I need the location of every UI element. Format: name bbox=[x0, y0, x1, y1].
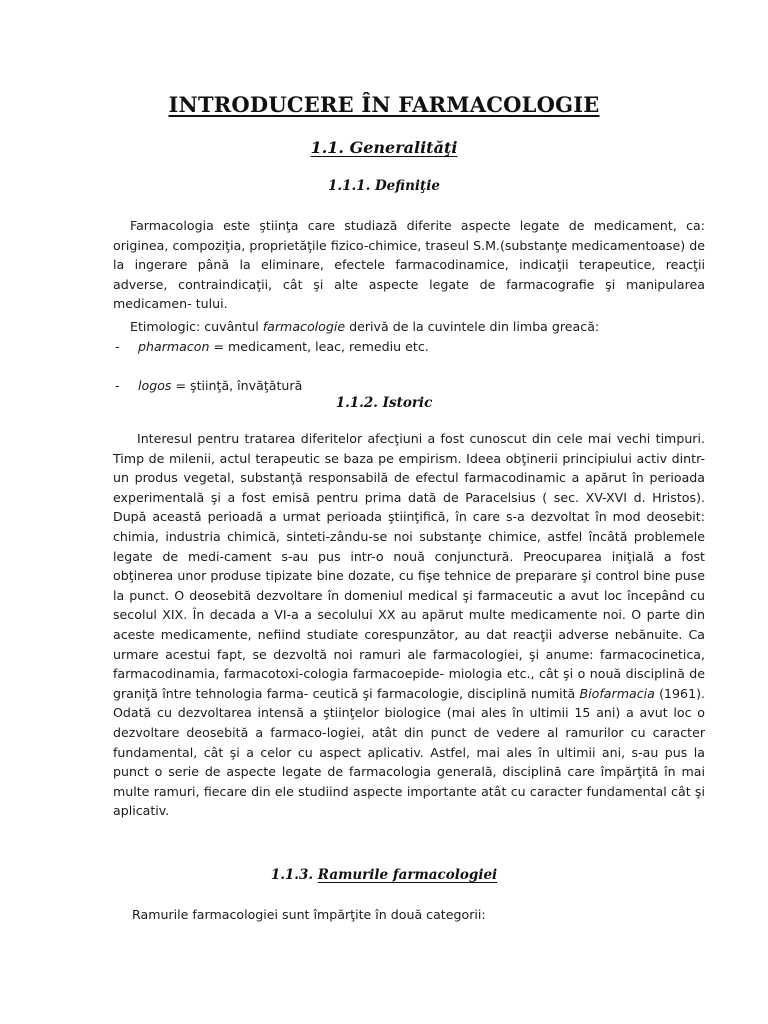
bullet-text: = ştiinţă, învăţătură bbox=[171, 377, 303, 393]
etymology-after: derivă de la cuvintele din limba greacă: bbox=[345, 319, 600, 334]
ramuri-text: Ramurile farmacologiei sunt împărţite în două categorii: bbox=[132, 907, 486, 922]
subsection-number: 1.1.3. bbox=[270, 867, 318, 883]
etymology-line bbox=[113, 317, 705, 337]
subsection-heading-definitie: 1.1.1. Definiţie bbox=[328, 178, 440, 194]
ramuri-paragraph bbox=[113, 905, 705, 925]
etymology-term: farmacologie bbox=[262, 319, 346, 334]
bullet-dash: - bbox=[115, 377, 120, 393]
subsection-label: Ramurile farmacologiei bbox=[317, 867, 498, 883]
section-heading-generalitati: 1.1. Generalităţi bbox=[310, 138, 458, 157]
bullet-item bbox=[113, 376, 730, 396]
istoric-term: Biofarmacia bbox=[579, 685, 655, 701]
subsection-heading-ramurile bbox=[0, 867, 768, 883]
page-title: INTRODUCERE ÎN FARMACOLOGIE bbox=[168, 92, 600, 117]
definition-paragraph bbox=[113, 216, 705, 314]
istoric-text-part1: Interesul pentru tratarea diferitelor afecţiuni a fost cunoscut din cele mai vechi timpuri. Timp de milenii, actul terapeutic se baza pe empirism. Ideea obţinerii principiului activ dintr-un produs vegetal, substanţă responsabilă de efectul farmacodinamic a apărut în perioada experimentală şi a fost emisă pentru prima dată de Paracelsius ( sec. XV-XVI d. Hristos). După această perioadă a urmat perioada ştiinţifică, în care s-a dezvoltat în mod deosebit: chimia, industria chimică, sinteti-zându-se noi substanţe chimice, astfel încâtă problemele legate de medi-cament s-au pus intr-o nouă conjunctură. Preocuparea iniţială a fost obţinerea unor produse tipizate bine dozate, cu fişe tehnice de preparare şi control bine puse la punct. O deosebită dezvoltare în domeniul medical şi farmaceutic a avut loc începând cu secolul XIX. În decada a VI-a a secolului XX au apărut multe medicamente noi. O parte din aceste medicamente, nefiind studiate corespunzător, au dat reacţii adverse nebănuite. Ca urmare acestui fapt, se dezvoltă noi ramuri ale farmacologiei, şi anume: farmacocinetica, farmacodinamia, farmacotoxi-cologia farmacoepide- miologia etc., cât şi o nouă disciplină de graniţă între tehnologia farma- ceutică şi farmacologie, disciplină numită bbox=[113, 431, 705, 701]
subsection-heading-istoric: 1.1.2. Istoric bbox=[335, 395, 433, 411]
definition-text: Farmacologia este ştiinţa care studiază diferite aspecte legate de medicament, ca: originea, compoziţia, proprietăţile fizico-chimice, traseul S.M.(substanţe medicamentoase) de la ingerare până la eliminare, efectele farmacodinamice, indicaţii terapeutice, reacţii adverse, contraindicaţii, cât şi alte aspecte legate de farmacografie şi manipularea medicamen- tului. bbox=[113, 218, 705, 312]
bullet-term: logos bbox=[138, 377, 172, 393]
bullet-term: pharmacon bbox=[138, 339, 210, 354]
istoric-text-part2: (1961). Odată cu dezvoltarea intensă a ştiinţelor biologice (mai ales în ultimii 15 ani) a avut loc o dezvoltare deosebită a farmaco-logiei, atât din punct de vedere al ramurilor cu caracter fundamental, cât şi a celor cu aspect aplicativ. Astfel, mai ales în ultimii ani, s-au pus la punct o serie de aspecte legate de farmacologia generală, disciplină care împărţită în mai multe ramuri, fiecare din ele studiind aspecte importante atât cu caracter fundamental cât şi aplicativ. bbox=[113, 685, 706, 819]
bullet-item bbox=[113, 337, 730, 357]
bullet-dash: - bbox=[115, 339, 120, 354]
bullet-text: = medicament, leac, remediu etc. bbox=[209, 339, 429, 354]
istoric-paragraph bbox=[113, 429, 705, 821]
etymology-before: Etimologic: cuvântul bbox=[130, 319, 263, 334]
